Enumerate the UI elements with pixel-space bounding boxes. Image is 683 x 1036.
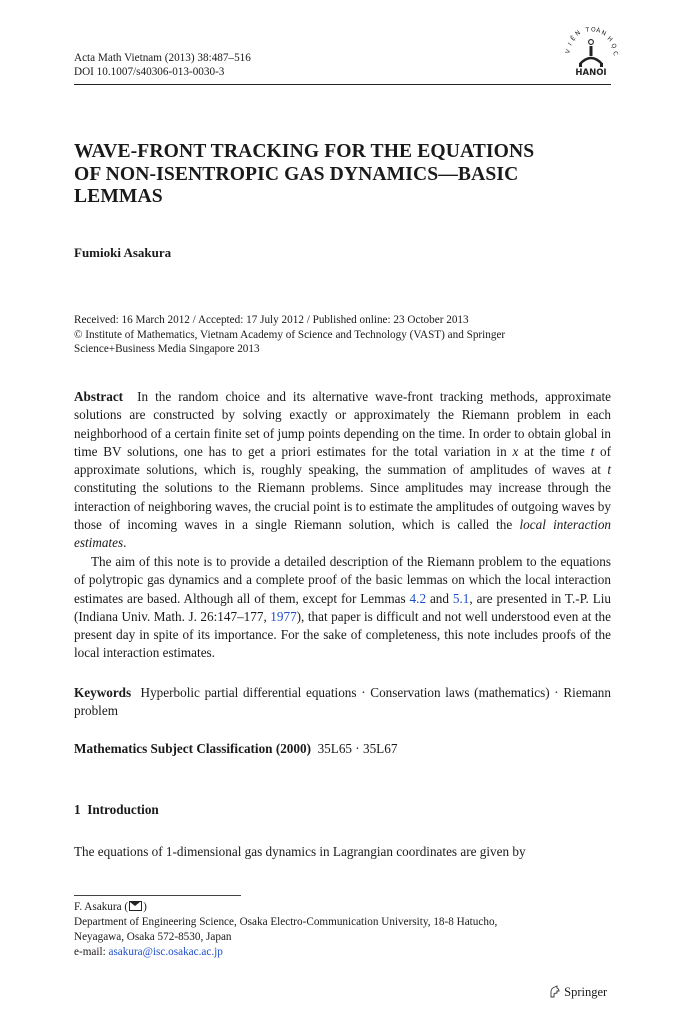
abstract-paragraph-1: Abstract In the random choice and its alternative wave-front tracking methods, approximate solutions are constructed by solving exactly or approximately the Riemann problem in each neighborhood of a certain finite set of jump points depending on the time. In order to obtain global in time BV solutions, one has to get a priori estimates for the total variation in x at the time t of approximate solutions, which is, roughly speaking, the summation of amplitudes of waves at t constituting the solutions to the Riemann problems. Since amplitudes may increase through the interaction of neighboring waves, the crucial point is to estimate the amplitudes of outgoing waves by those of incoming waves in a single Riemann solution, which is called the local interaction estimates. — [74, 389, 612, 551]
svg-text:I: I — [566, 41, 574, 48]
svg-text:N: N — [574, 29, 582, 38]
email-link[interactable]: asakura@isc.osakac.ac.jp — [108, 946, 223, 958]
msc-label: Mathematics Subject Classification (2000) — [74, 741, 311, 756]
section-heading: 1 Introduction — [74, 802, 159, 817]
abstract-paragraph-2: The aim of this note is to provide a detailed description of the Riemann problem to the equations of polytropic gas dynamics and a complete proof of the basic lemmas on which the local interaction estimates are based. Although all of them, except for Lemmas 4.2 and 5.1, are presented in T.-P. Liu (Indiana Univ. Math. J. 26:147–177, 1977), that paper is difficult and not well understood even at the present day in spite of its importance. For the sake of completeness, this note includes proofs of the local interaction estimates. — [74, 554, 612, 661]
subject-classification — [74, 740, 611, 758]
intro-paragraph: The equations of 1-dimensional gas dynamics in Lagrangian coordinates are given by — [74, 844, 526, 859]
keywords-label: Keywords — [74, 685, 132, 700]
journal-header — [74, 51, 251, 79]
svg-text:T: T — [585, 26, 590, 34]
svg-text:N: N — [600, 29, 608, 38]
svg-text:Á: Á — [595, 27, 601, 35]
keywords — [74, 684, 611, 721]
header-rule — [74, 84, 611, 85]
svg-text:O: O — [591, 26, 596, 34]
svg-text:V: V — [564, 48, 573, 55]
envelope-icon — [129, 901, 142, 911]
citation-1977-link[interactable]: 1977 — [270, 608, 297, 624]
svg-text:HANOI: HANOI — [575, 68, 607, 78]
svg-text:C: C — [611, 50, 620, 57]
abstract-label: Abstract — [74, 389, 124, 404]
msc-codes: 35L65 · 35L67 — [317, 741, 398, 756]
footnote-rule — [74, 895, 241, 896]
lemma-5-1-link[interactable]: 5.1 — [452, 590, 470, 606]
publication-history: Received: 16 March 2012 / Accepted: 17 July 2012 / Published online: 23 October 2013 © Institute of Mathematics, Vietnam Academy of Science and Technology (VAST) and Springer Science+Business Media Singapore 2013 — [74, 314, 506, 355]
publisher-mark: Springer — [548, 985, 607, 1000]
doi: DOI 10.1007/s40306-013-0030-3 — [74, 66, 225, 78]
springer-horse-icon — [548, 985, 561, 998]
svg-text:Ọ: Ọ — [609, 42, 618, 51]
svg-text:Ệ: Ệ — [569, 34, 578, 43]
keywords-text: Hyperbolic partial differential equations · Conservation laws (mathematics) · Riemann problem — [74, 685, 611, 719]
institute-logo — [560, 26, 622, 78]
journal-citation: Acta Math Vietnam (2013) 38:487–516 — [74, 52, 251, 64]
paper-title: WAVE-FRONT TRACKING FOR THE EQUATIONS OF NON-ISENTROPIC GAS DYNAMICS—BASIC LEMMAS — [74, 141, 535, 207]
author-footnote: F. Asakura ( ) Department of Engineering Science, Osaka Electro-Communication University, 18-8 Hatucho, Neyagawa, Osaka 572-8530, Japan e-mail: asakura@isc.osakac.ac.jp — [74, 901, 498, 958]
author-name: Fumioki Asakura — [74, 245, 172, 260]
svg-text:H: H — [605, 35, 614, 44]
lemma-4-2-link[interactable]: 4.2 — [409, 590, 427, 606]
